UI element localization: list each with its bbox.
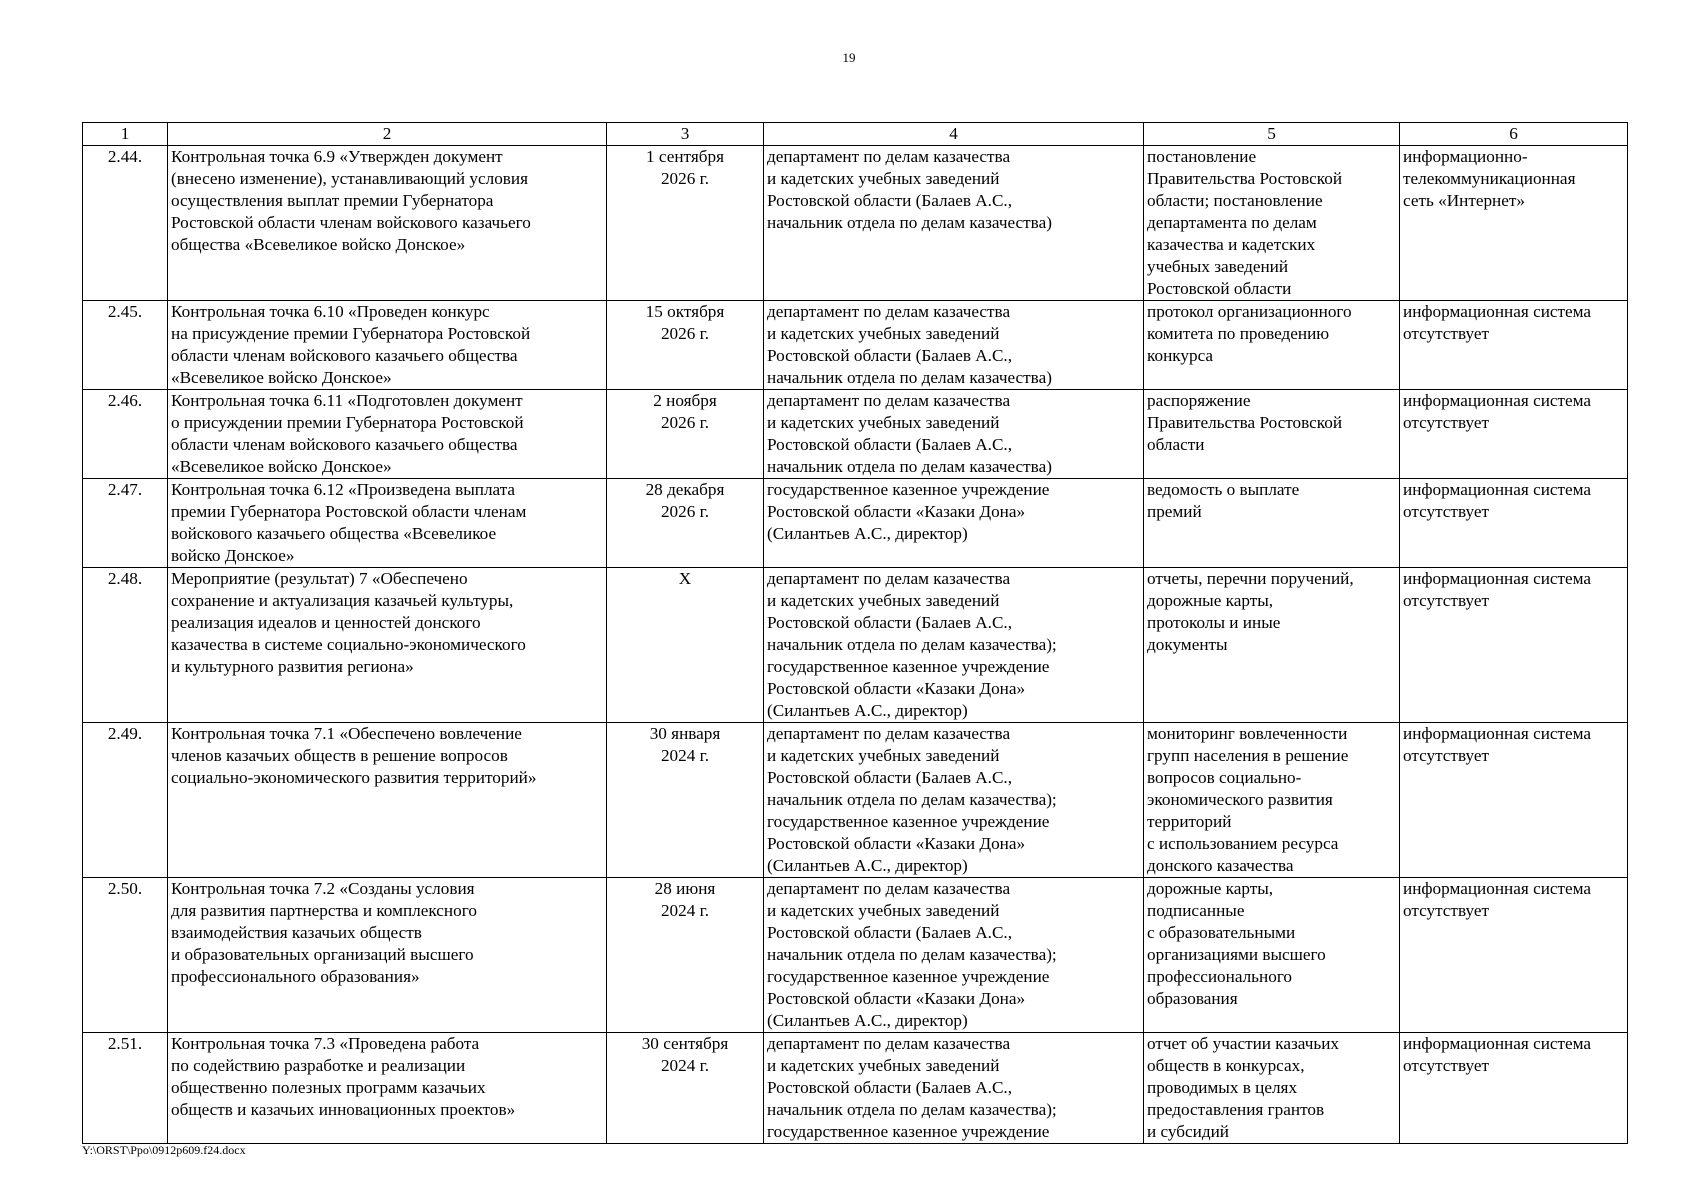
row-name: Контрольная точка 7.3 «Проведена работа по содействию разработке и реализации общественно полезных программ казачьих обществ и казачьих инновационных проектов» <box>168 1033 607 1144</box>
row-name: Контрольная точка 6.10 «Проведен конкурс на присуждение премии Губернатора Ростовской области членам войскового казачьего общества «Всевеликое войско Донское» <box>168 301 607 390</box>
table-header-row <box>83 123 1628 146</box>
row-responsible: департамент по делам казачества и кадетских учебных заведений Ростовской области (Балаев А.С., начальник отдела по делам казачества) <box>764 390 1144 479</box>
row-system: информационная система отсутствует <box>1400 878 1628 1033</box>
row-date: 30 января 2024 г. <box>607 723 764 878</box>
row-responsible: департамент по делам казачества и кадетских учебных заведений Ростовской области (Балаев А.С., начальник отдела по делам казачества); государственное казенное учреждение Ростовской области «Казаки Дона» (Силантьев А.С., директор) <box>764 568 1144 723</box>
row-number: 2.49. <box>83 723 168 878</box>
row-name: Контрольная точка 7.1 «Обеспечено вовлечение членов казачьих обществ в решение вопросов социально-экономического развития территорий» <box>168 723 607 878</box>
row-document: протокол организационного комитета по проведению конкурса <box>1144 301 1400 390</box>
row-responsible: департамент по делам казачества и кадетских учебных заведений Ростовской области (Балаев А.С., начальник отдела по делам казачества); государственное казенное учреждение Ростовской области «Казаки Дона» (Силантьев А.С., директор) <box>764 878 1144 1033</box>
row-document: отчет об участии казачьих обществ в конкурсах, проводимых в целях предоставления грантов и субсидий <box>1144 1033 1400 1144</box>
row-name: Контрольная точка 7.2 «Созданы условия для развития партнерства и комплексного взаимодействия казачьих обществ и образовательных организаций высшего профессионального образования» <box>168 878 607 1033</box>
column-header: 3 <box>607 123 764 146</box>
row-name: Мероприятие (результат) 7 «Обеспечено сохранение и актуализация казачьей культуры, реализация идеалов и ценностей донского казачества в системе социально-экономического и культурного развития региона» <box>168 568 607 723</box>
table-row <box>83 301 1628 390</box>
column-header: 4 <box>764 123 1144 146</box>
row-document: распоряжение Правительства Ростовской области <box>1144 390 1400 479</box>
row-document: ведомость о выплате премий <box>1144 479 1400 568</box>
row-system: информационная система отсутствует <box>1400 568 1628 723</box>
table-row <box>83 568 1628 723</box>
row-responsible: департамент по делам казачества и кадетских учебных заведений Ростовской области (Балаев А.С., начальник отдела по делам казачества) <box>764 146 1144 301</box>
table-row <box>83 479 1628 568</box>
row-document: отчеты, перечни поручений, дорожные карты, протоколы и иные документы <box>1144 568 1400 723</box>
row-name: Контрольная точка 6.12 «Произведена выплата премии Губернатора Ростовской области членам войскового казачьего общества «Всевеликое войско Донское» <box>168 479 607 568</box>
row-date: 15 октября 2026 г. <box>607 301 764 390</box>
row-date: 30 сентября 2024 г. <box>607 1033 764 1144</box>
row-date: 28 декабря 2026 г. <box>607 479 764 568</box>
column-header: 6 <box>1400 123 1628 146</box>
row-name: Контрольная точка 6.9 «Утвержден документ (внесено изменение), устанавливающий условия осуществления выплат премии Губернатора Ростовской области членам войскового казачьего общества «Всевеликое войско Донское» <box>168 146 607 301</box>
table-row <box>83 1033 1628 1144</box>
row-date: 28 июня 2024 г. <box>607 878 764 1033</box>
row-date: 1 сентября 2026 г. <box>607 146 764 301</box>
table-row <box>83 390 1628 479</box>
row-number: 2.48. <box>83 568 168 723</box>
column-header: 1 <box>83 123 168 146</box>
row-date: Х <box>607 568 764 723</box>
row-name: Контрольная точка 6.11 «Подготовлен документ о присуждении премии Губернатора Ростовской области членам войскового казачьего общества «Всевеликое войско Донское» <box>168 390 607 479</box>
row-responsible: департамент по делам казачества и кадетских учебных заведений Ростовской области (Балаев А.С., начальник отдела по делам казачества); государственное казенное учреждение <box>764 1033 1144 1144</box>
table-row <box>83 878 1628 1033</box>
row-system: информационная система отсутствует <box>1400 723 1628 878</box>
row-date: 2 ноября 2026 г. <box>607 390 764 479</box>
table-row <box>83 723 1628 878</box>
row-number: 2.45. <box>83 301 168 390</box>
row-document: постановление Правительства Ростовской области; постановление департамента по делам казачества и кадетских учебных заведений Ростовской области <box>1144 146 1400 301</box>
row-responsible: департамент по делам казачества и кадетских учебных заведений Ростовской области (Балаев А.С., начальник отдела по делам казачества) <box>764 301 1144 390</box>
row-system: информационная система отсутствует <box>1400 1033 1628 1144</box>
page-number: 19 <box>842 50 856 65</box>
row-number: 2.51. <box>83 1033 168 1144</box>
row-document: мониторинг вовлеченности групп населения в решение вопросов социально- экономического развития территорий с использованием ресурса донского казачества <box>1144 723 1400 878</box>
row-responsible: государственное казенное учреждение Ростовской области «Казаки Дона» (Силантьев А.С., директор) <box>764 479 1144 568</box>
column-header: 5 <box>1144 123 1400 146</box>
row-system: информационная система отсутствует <box>1400 390 1628 479</box>
row-system: информационно- телекоммуникационная сеть «Интернет» <box>1400 146 1628 301</box>
table-row <box>83 146 1628 301</box>
row-responsible: департамент по делам казачества и кадетских учебных заведений Ростовской области (Балаев А.С., начальник отдела по делам казачества); государственное казенное учреждение Ростовской области «Казаки Дона» (Силантьев А.С., директор) <box>764 723 1144 878</box>
row-document: дорожные карты, подписанные с образовательными организациями высшего профессионального образования <box>1144 878 1400 1033</box>
row-number: 2.46. <box>83 390 168 479</box>
file-path-footer: Y:\ORST\Ppo\0912p609.f24.docx <box>82 1143 246 1157</box>
control-points-table <box>82 122 1628 1144</box>
row-system: информационная система отсутствует <box>1400 479 1628 568</box>
row-number: 2.44. <box>83 146 168 301</box>
row-number: 2.50. <box>83 878 168 1033</box>
row-number: 2.47. <box>83 479 168 568</box>
row-system: информационная система отсутствует <box>1400 301 1628 390</box>
column-header: 2 <box>168 123 607 146</box>
